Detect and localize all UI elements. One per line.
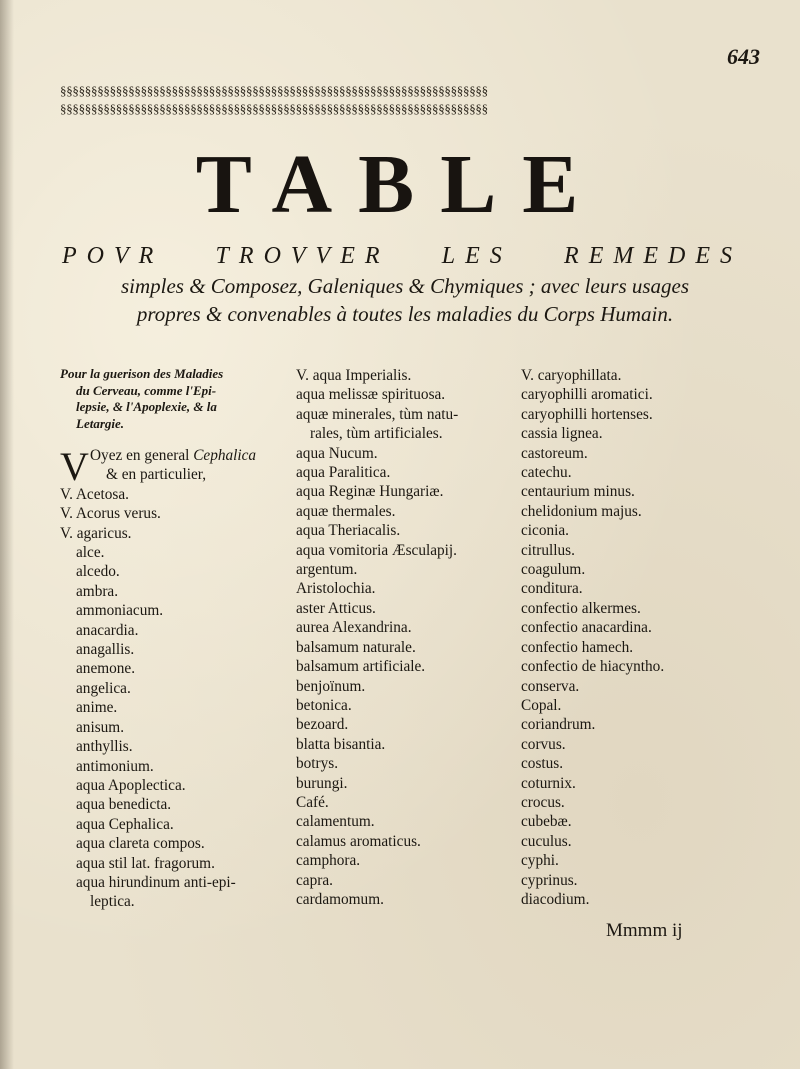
intro-line: du Cerveau, comme l'Epi- [76,382,217,398]
list-item: chelidonium majus. [521,502,642,520]
list-item: V. agaricus. [60,524,132,542]
list-item: anthyllis. [76,738,133,756]
intro-heading [60,366,288,432]
list-item: alcedo. [76,563,120,581]
list-item: aqua Nucum. [296,444,378,462]
list-item: citrullus. [521,541,575,559]
list-item: aquæ thermales. [296,502,396,520]
list-item: V. Acorus verus. [60,505,161,523]
list-item: bezoard. [296,716,349,734]
list-item: Café. [296,793,329,811]
list-item: caryophilli aromatici. [521,386,653,404]
list-item: catechu. [521,464,572,482]
intro-line: Letargie. [76,415,125,431]
list-item: coriandrum. [521,716,596,734]
list-item: conserva. [521,677,580,695]
list-item: confectio hamech. [521,638,634,656]
list-item: camphora. [296,852,361,870]
list-item: corvus. [521,735,566,753]
page-number: 643 [727,44,760,69]
list-item: antimonium. [76,757,154,775]
list-item: aqua Theriacalis. [296,522,401,540]
list-item: Copal. [521,696,562,714]
list-item: cyprinus. [521,871,578,889]
list-item: centaurium minus. [521,483,635,501]
dropcap-letter: V [60,444,89,489]
list-item: cuculus. [521,832,572,850]
list-item: aqua hirundinum anti-epi- [76,873,236,891]
list-item: betonica. [296,696,352,714]
list-item: confectio alkermes. [521,599,641,617]
list-item: anagallis. [76,641,135,659]
subtitle-block [60,272,750,328]
printer-signature-mark: Mmmm ij [606,920,683,941]
list-item: balsamum naturale. [296,638,416,656]
ornamental-border-top: §§§§§§§§§§§§§§§§§§§§§§§§§§§§§§§§§§§§§§§§§§§§§§§§§§§§§§§§§§§§§§§§§§§§§ [60,83,488,98]
list-item: confectio anacardina. [521,619,652,637]
list-item: conditura. [521,580,583,598]
list-item: V. Acetosa. [60,485,129,503]
list-item: angelica. [76,679,131,697]
list-item: aqua Reginæ Hungariæ. [296,483,444,501]
list-item: leptica. [90,893,135,911]
list-item: ambra. [76,582,119,600]
list-item: aqua Paralitica. [296,464,391,482]
subtitle-line-2: simples & Composez, Galeniques & Chymiques ; avec leurs usages [120,274,690,298]
ornamental-border-bottom: §§§§§§§§§§§§§§§§§§§§§§§§§§§§§§§§§§§§§§§§§§§§§§§§§§§§§§§§§§§§§§§§§§§§§ [60,101,488,116]
dropcap-text-plain: Oyez en general [90,447,194,464]
list-item: burungi. [296,774,348,792]
left-column [60,366,288,912]
list-item: rales, tùm artificiales. [310,425,443,443]
list-item: anime. [76,699,118,717]
dropcap-paragraph [60,444,288,489]
list-item: anacardia. [76,621,139,639]
list-item: alce. [76,544,105,562]
list-item: anemone. [76,660,136,678]
intro-line: lepsie, & l'Apoplexie, & la [76,399,217,414]
subtitle-line-3: propres & convenables à toutes les maladies du Corps Humain. [136,302,674,326]
list-item: ammoniacum. [76,602,164,620]
page-title: TABLE [195,138,605,231]
list-item: calamus aromaticus. [296,832,421,850]
list-item: aurea Alexandrina. [296,619,412,637]
list-item: coagulum. [521,561,586,579]
list-item: anisum. [76,718,125,736]
list-item: castoreum. [521,444,588,462]
list-item: blatta bisantia. [296,735,386,753]
list-item: V. aqua Imperialis. [296,367,412,384]
list-item: aqua Apoplectica. [76,776,186,794]
list-item: aqua clareta compos. [76,835,205,853]
right-column [521,366,751,909]
list-item: ciconia. [521,522,569,540]
subtitle-line-1: POVR TROVVER LES REMEDES [62,243,742,269]
list-item: cardamomum. [296,890,384,908]
list-item: coturnix. [521,774,576,792]
list-item: diacodium. [521,890,590,908]
list-item: cubebæ. [521,813,572,831]
dropcap-text-line2: & en particulier, [106,466,207,484]
list-item: cassia lignea. [521,425,603,443]
list-item: aqua stil lat. fragorum. [76,854,215,872]
dropcap-text-italic: Cephalica [193,447,257,464]
middle-column [296,366,518,909]
list-item: Aristolochia. [296,580,376,598]
list-item: argentum. [296,561,358,579]
list-item: capra. [296,871,333,889]
list-item: confectio de hiacyntho. [521,658,665,676]
list-item: botrys. [296,755,339,773]
list-item: cyphi. [521,852,559,870]
list-item: benjoïnum. [296,677,366,695]
intro-line: Pour la guerison des Maladies [60,366,224,381]
list-item: aqua benedicta. [76,796,172,814]
list-item: balsamum artificiale. [296,658,426,676]
list-item: aqua vomitoria Æsculapij. [296,541,458,559]
list-item: aqua Cephalica. [76,815,174,833]
list-item: crocus. [521,793,565,811]
list-item: costus. [521,755,564,773]
list-item: calamentum. [296,813,375,831]
list-item: aquæ minerales, tùm natu- [296,405,459,423]
list-item: caryophilli hortenses. [521,405,653,423]
list-item: aster Atticus. [296,599,376,617]
list-item: aqua melissæ spirituosa. [296,386,446,404]
list-item: V. caryophillata. [521,367,622,384]
